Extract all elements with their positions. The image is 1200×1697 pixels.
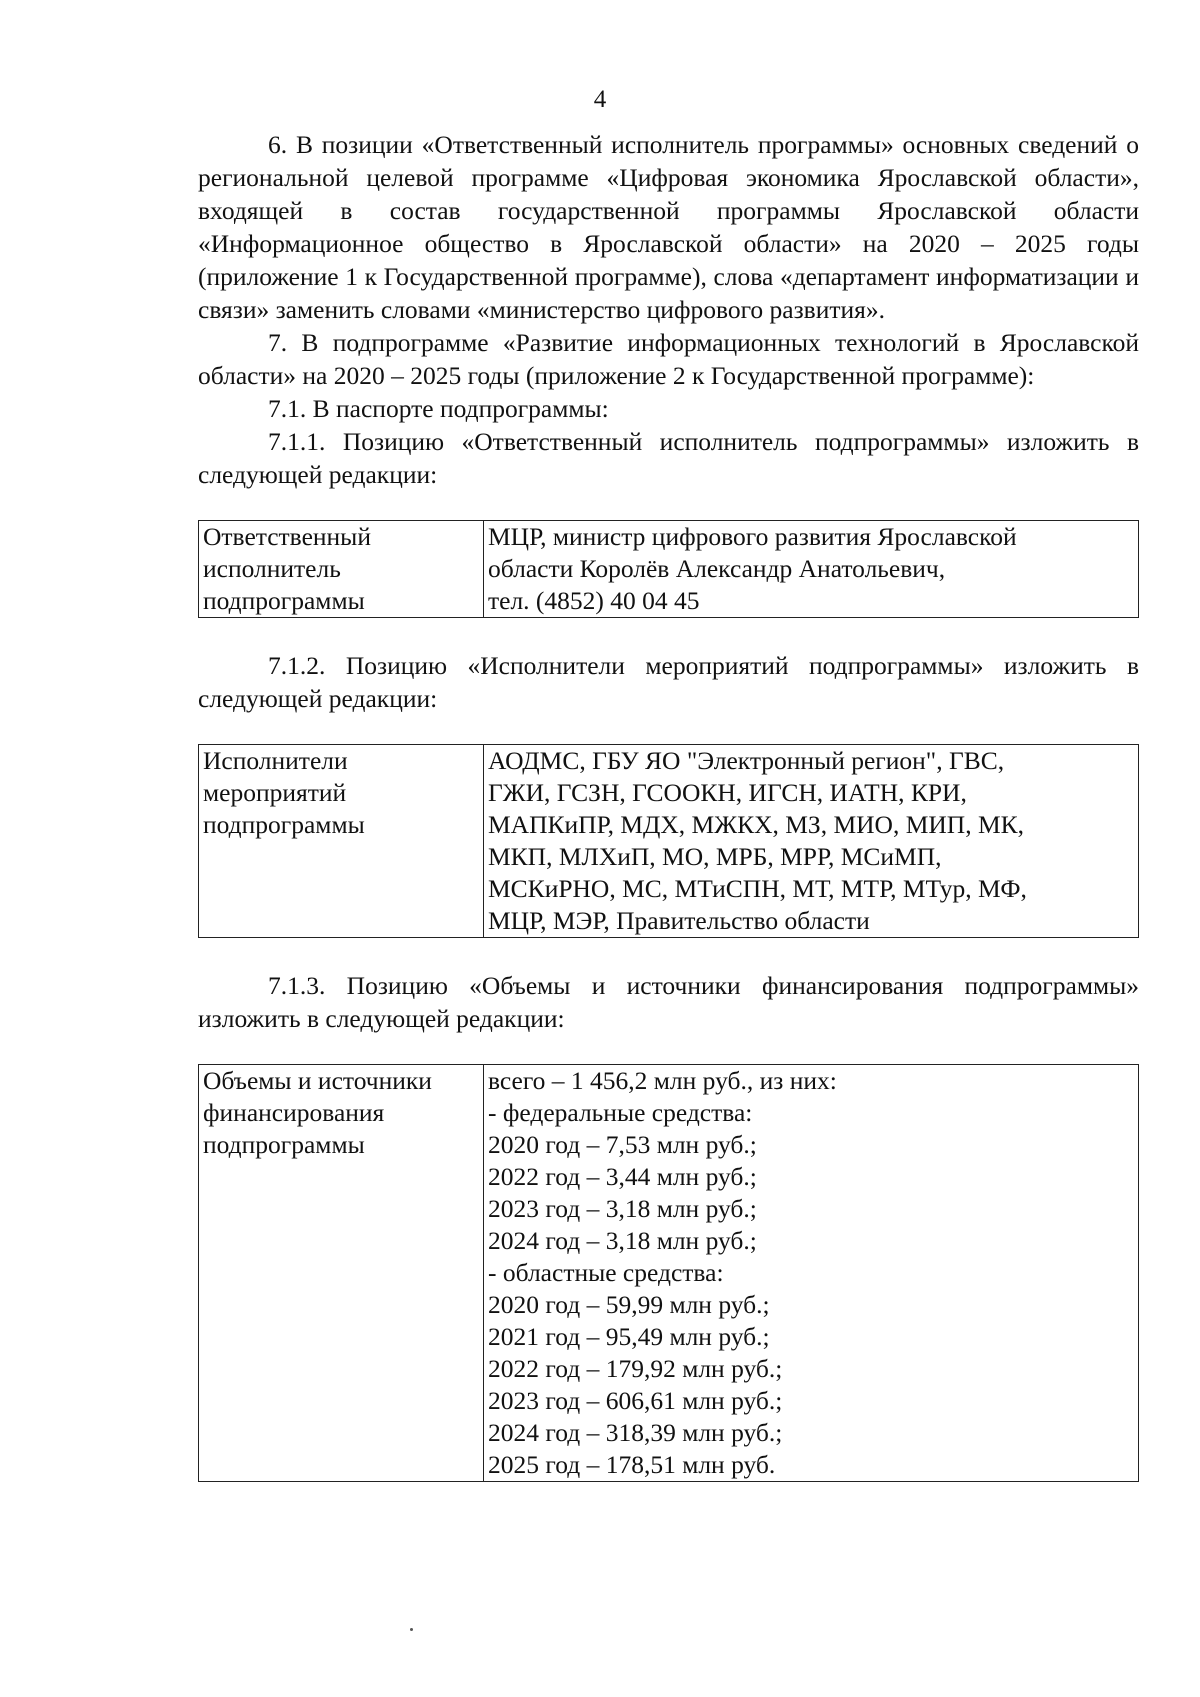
table-value-cell (484, 745, 1139, 938)
value-line: МСКиРНО, МС, МТиСПН, МТ, МТР, МТур, МФ, (488, 874, 1027, 903)
paragraph-6: 6. В позиции «Ответственный исполнитель программы» основных сведений о региональной целевой программе «Цифровая экономика Ярославской области», входящей в состав государственной программы Ярославской области «Информационное общество в Ярославской области» на 2020 – 2025 годы (приложение 1 к Государственной программе), слова «департамент информатизации и связи» заменить словами «министерство цифрового развития». (198, 130, 1139, 324)
value-line: тел. (4852) 40 04 45 (488, 586, 700, 615)
value-line: 2023 год – 606,61 млн руб.; (488, 1386, 783, 1415)
table-value-cell (484, 1065, 1139, 1482)
scan-speck (410, 1628, 413, 1631)
value-line: - федеральные средства: (488, 1098, 753, 1127)
value-line: 2022 год – 3,44 млн руб.; (488, 1162, 757, 1191)
value-line: МЦР, МЭР, Правительство области (488, 906, 870, 935)
value-line: 2024 год – 3,18 млн руб.; (488, 1226, 757, 1255)
value-line: 2022 год – 179,92 млн руб.; (488, 1354, 783, 1383)
table-label-cell (199, 745, 484, 938)
value-line: ГЖИ, ГСЗН, ГСООКН, ИГСН, ИАТН, КРИ, (488, 778, 967, 807)
label-line: мероприятий (203, 778, 347, 807)
value-line: 2025 год – 178,51 млн руб. (488, 1450, 776, 1479)
document-body (198, 128, 1139, 1482)
table-responsible-executor (198, 520, 1139, 618)
table-event-executors (198, 744, 1139, 938)
value-line: области Королёв Александр Анатольевич, (488, 554, 946, 583)
label-line: подпрограммы (203, 586, 365, 615)
value-line: 2021 год – 95,49 млн руб.; (488, 1322, 770, 1351)
table-row (199, 521, 1139, 618)
value-line: МЦР, министр цифрового развития Ярославской (488, 522, 1017, 551)
paragraph-7: 7. В подпрограмме «Развитие информационных технологий в Ярославской области» на 2020 – 2025 годы (приложение 2 к Государственной программе): (198, 328, 1139, 390)
table-row (199, 1065, 1139, 1482)
label-line: Исполнители (203, 746, 348, 775)
label-line: Ответственный (203, 522, 371, 551)
value-line: 2023 год – 3,18 млн руб.; (488, 1194, 757, 1223)
label-line: подпрограммы (203, 1130, 365, 1159)
value-line: 2020 год – 59,99 млн руб.; (488, 1290, 770, 1319)
value-line: АОДМС, ГБУ ЯО "Электронный регион", ГВС, (488, 746, 1005, 775)
value-line: 2020 год – 7,53 млн руб.; (488, 1130, 757, 1159)
table-label-cell (199, 1065, 484, 1482)
label-line: исполнитель (203, 554, 341, 583)
paragraph-7-1-3: 7.1.3. Позицию «Объемы и источники финансирования подпрограммы» изложить в следующей редакции: (198, 971, 1139, 1033)
value-line: 2024 год – 318,39 млн руб.; (488, 1418, 783, 1447)
table-financing (198, 1064, 1139, 1482)
paragraph-7-1-2: 7.1.2. Позицию «Исполнители мероприятий подпрограммы» изложить в следующей редакции: (198, 651, 1139, 713)
page-number: 4 (593, 86, 607, 113)
value-line: - областные средства: (488, 1258, 724, 1287)
label-line: Объемы и источники (203, 1066, 432, 1095)
value-line: МАПКиПР, МДХ, МЖКХ, МЗ, МИО, МИП, МК, (488, 810, 1025, 839)
value-line: МКП, МЛХиП, МО, МРБ, МРР, МСиМП, (488, 842, 942, 871)
paragraph-7-1-1: 7.1.1. Позицию «Ответственный исполнитель подпрограммы» изложить в следующей редакции: (198, 427, 1139, 489)
table-value-cell (484, 521, 1139, 618)
paragraph-7-1: 7.1. В паспорте подпрограммы: (268, 394, 609, 423)
table-label-cell (199, 521, 484, 618)
table-row (199, 745, 1139, 938)
label-line: финансирования (203, 1098, 385, 1127)
value-line: всего – 1 456,2 млн руб., из них: (488, 1066, 837, 1095)
label-line: подпрограммы (203, 810, 365, 839)
